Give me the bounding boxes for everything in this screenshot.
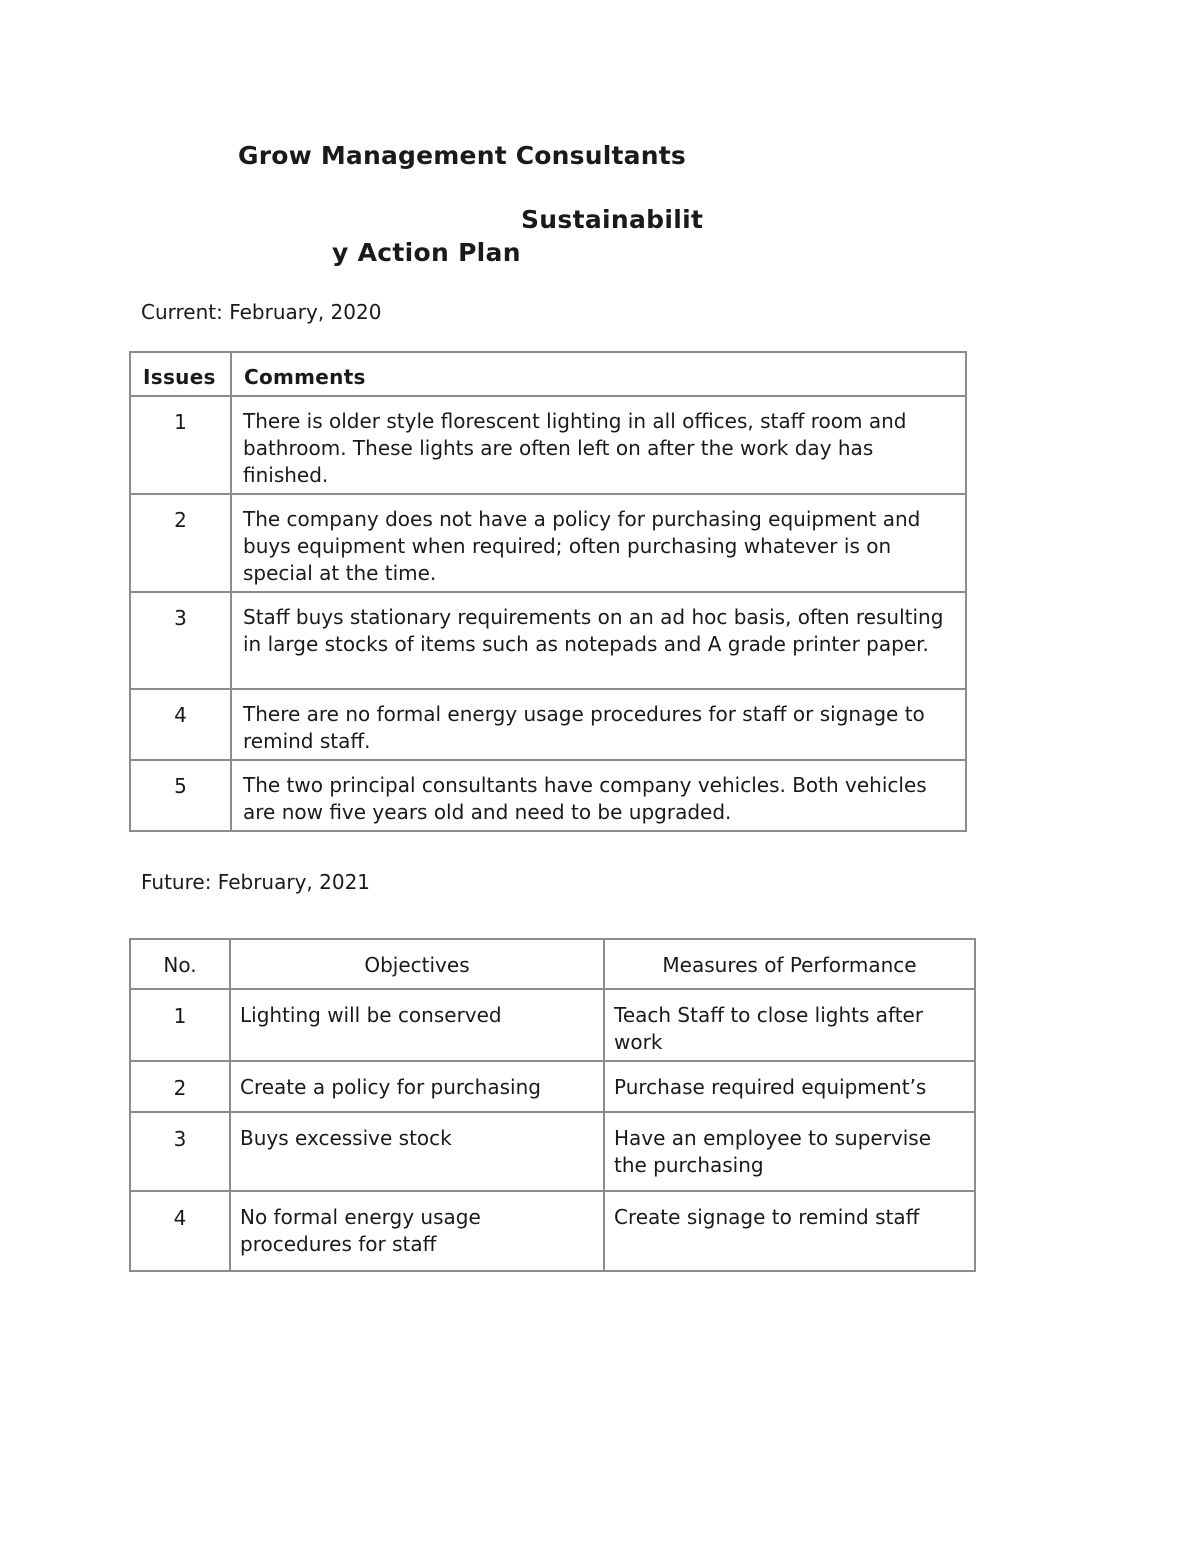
table-row xyxy=(130,989,975,1061)
table-row xyxy=(130,592,966,689)
objective-text: Create a policy for purchasing xyxy=(230,1061,604,1112)
measure-text: Create signage to remind staff xyxy=(604,1191,975,1271)
plan-title-line2: y Action Plan xyxy=(332,238,521,267)
issue-comment: Staff buys stationary requirements on an ad hoc basis, often resulting in large stocks of items such as notepads and A grade printer paper. xyxy=(231,592,966,689)
objective-number: 3 xyxy=(130,1112,230,1191)
issue-number: 1 xyxy=(130,396,231,494)
issue-comment: There is older style florescent lighting in all offices, staff room and bathroom. These lights are often left on after the work day has finished. xyxy=(231,396,966,494)
measure-text: Purchase required equipment’s xyxy=(604,1061,975,1112)
current-issues-table xyxy=(129,351,967,832)
issue-number: 2 xyxy=(130,494,231,592)
issue-comment: The company does not have a policy for purchasing equipment and buys equipment when required; often purchasing whatever is on special at the time. xyxy=(231,494,966,592)
measure-text: Have an employee to supervise the purchasing xyxy=(604,1112,975,1191)
objective-number: 1 xyxy=(130,989,230,1061)
future-date-label: Future: February, 2021 xyxy=(141,870,371,894)
table-row xyxy=(130,760,966,831)
column-header-objectives: Objectives xyxy=(230,939,604,989)
column-header-issues: Issues xyxy=(130,352,231,396)
issue-number: 4 xyxy=(130,689,231,760)
objective-text: Lighting will be conserved xyxy=(230,989,604,1061)
table-header-row xyxy=(130,352,966,396)
table-row xyxy=(130,689,966,760)
issue-comment: The two principal consultants have company vehicles. Both vehicles are now five years old and need to be upgraded. xyxy=(231,760,966,831)
future-objectives-table xyxy=(129,938,976,1272)
table-row xyxy=(130,1061,975,1112)
objective-number: 2 xyxy=(130,1061,230,1112)
objective-text: No formal energy usage procedures for staff xyxy=(230,1191,604,1271)
objective-number: 4 xyxy=(130,1191,230,1271)
table-row xyxy=(130,1191,975,1271)
column-header-measures: Measures of Performance xyxy=(604,939,975,989)
table-row xyxy=(130,396,966,494)
column-header-no: No. xyxy=(130,939,230,989)
plan-title-line1: Sustainabilit xyxy=(521,205,704,234)
objective-text: Buys excessive stock xyxy=(230,1112,604,1191)
issue-number: 5 xyxy=(130,760,231,831)
table-row xyxy=(130,1112,975,1191)
issue-comment: There are no formal energy usage procedures for staff or signage to remind staff. xyxy=(231,689,966,760)
measure-text: Teach Staff to close lights after work xyxy=(604,989,975,1061)
company-title: Grow Management Consultants xyxy=(238,141,686,170)
current-date-label: Current: February, 2020 xyxy=(141,300,382,324)
table-row xyxy=(130,494,966,592)
issue-number: 3 xyxy=(130,592,231,689)
column-header-comments: Comments xyxy=(231,352,966,396)
table-header-row xyxy=(130,939,975,989)
